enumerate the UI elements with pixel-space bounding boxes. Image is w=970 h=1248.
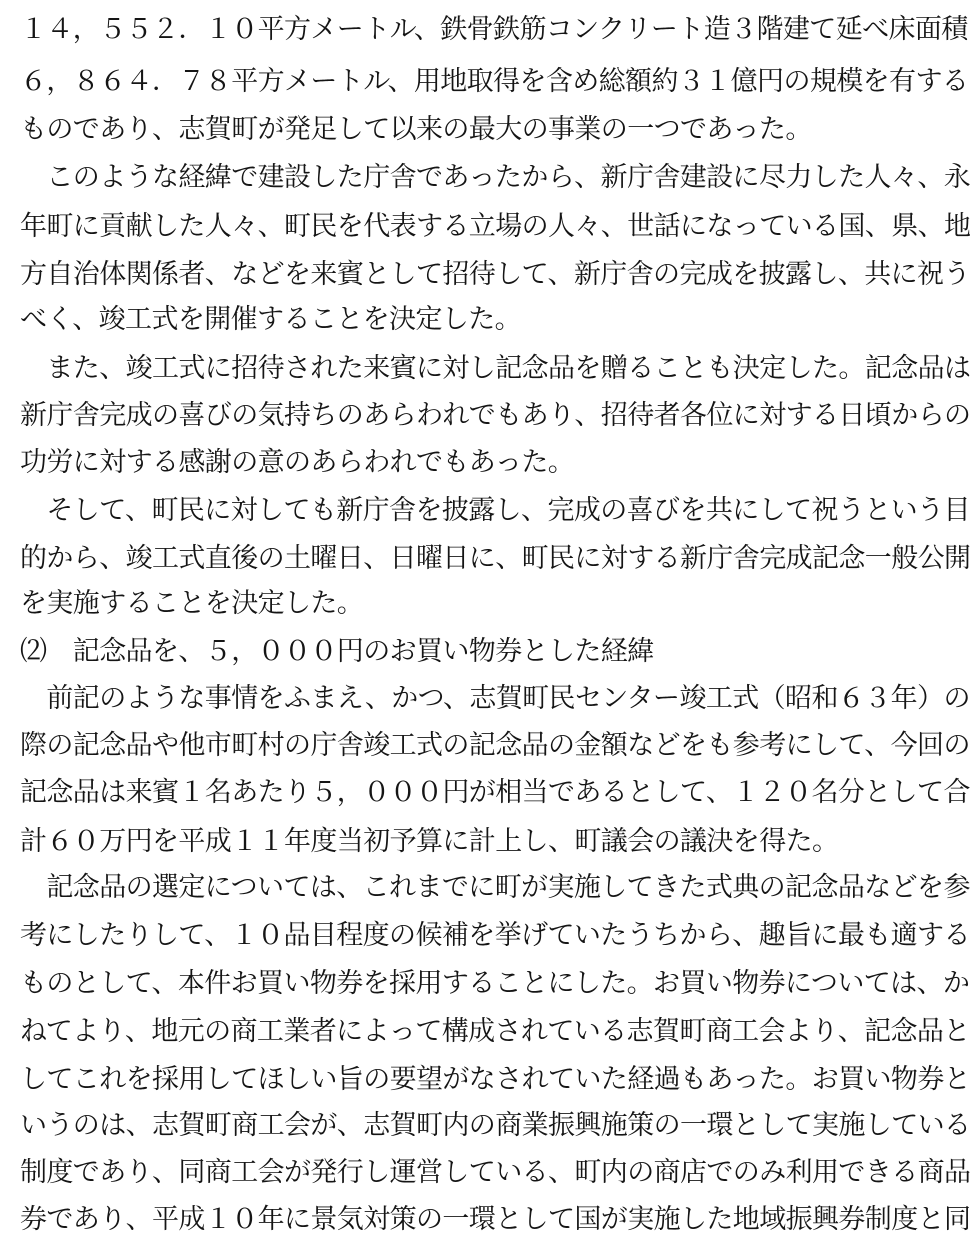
text-line: 功労に対する感謝の意のあらわれでもあった。 [20,447,575,478]
text-line: そして、町民に対しても新庁舎を披露し、完成の喜びを共にして祝うという目 [20,495,970,526]
text-line: 年町に貢献した人々、町民を代表する立場の人々、世話になっている国、県、地 [20,211,970,242]
text-line: ねてより、地元の商工業者によって構成されている志賀町商工会より、記念品と [20,1016,970,1047]
text-line: 前記のような事情をふまえ、かつ、志賀町民センター竣工式（昭和６３年）の [20,683,970,714]
text-line: このような経緯で建設した庁舎であったから、新庁舎建設に尽力した人々、永 [20,162,970,193]
text-line: いうのは、志賀町商工会が、志賀町内の商業振興施策の一環として実施している [20,1110,970,1141]
text-line: ものとして、本件お買い物券を採用することにした。お買い物券については、か [20,968,970,999]
text-line: 際の記念品や他市町村の庁舎竣工式の記念品の金額などをも参考にして、今回の [20,730,970,761]
text-line: べく、竣工式を開催することを決定した。 [20,304,522,335]
text-line: 計６０万円を平成１１年度当初予算に計上し、町議会の議決を得た。 [20,826,839,857]
text-line: ものであり、志賀町が発足して以来の最大の事業の一つであった。 [20,114,812,145]
text-line: 的から、竣工式直後の土曜日、日曜日に、町民に対する新庁舎完成記念一般公開 [20,543,970,574]
text-line: 記念品は来賓１名あたり５，０００円が相当であるとして、１２０名分として合 [20,777,970,808]
text-line: 制度であり、同商工会が発行し運営している、町内の商店でのみ利用できる商品 [20,1157,970,1188]
text-line: してこれを採用してほしい旨の要望がなされていた経過もあった。お買い物券と [20,1064,970,1095]
text-line: を実施することを決定した。 [20,588,364,619]
text-line: 方自治体関係者、などを来賓として招待して、新庁舎の完成を披露し、共に祝う [20,259,970,290]
text-line: 券であり、平成１０年に景気対策の一環として国が実施した地域振興券制度と同 [20,1204,970,1235]
section-heading: ⑵ 記念品を、５，０００円のお買い物券とした経緯 [20,636,654,667]
text-line: 新庁舎完成の喜びの気持ちのあらわれでもあり、招待者各位に対する日頃からの [20,400,970,431]
text-line: また、竣工式に招待された来賓に対し記念品を贈ることも決定した。記念品は [20,353,970,384]
text-line: 考にしたりして、１０品目程度の候補を挙げていたうちから、趣旨に最も適する [20,920,970,951]
text-line: １４，５５２．１０平方メートル、鉄骨鉄筋コンクリート造３階建て延べ床面積 [20,14,968,45]
text-line: ６，８６４．７８平方メートル、用地取得を含め総額約３１億円の規模を有する [20,66,969,97]
text-line: 記念品の選定については、これまでに町が実施してきた式典の記念品などを参 [20,872,970,903]
